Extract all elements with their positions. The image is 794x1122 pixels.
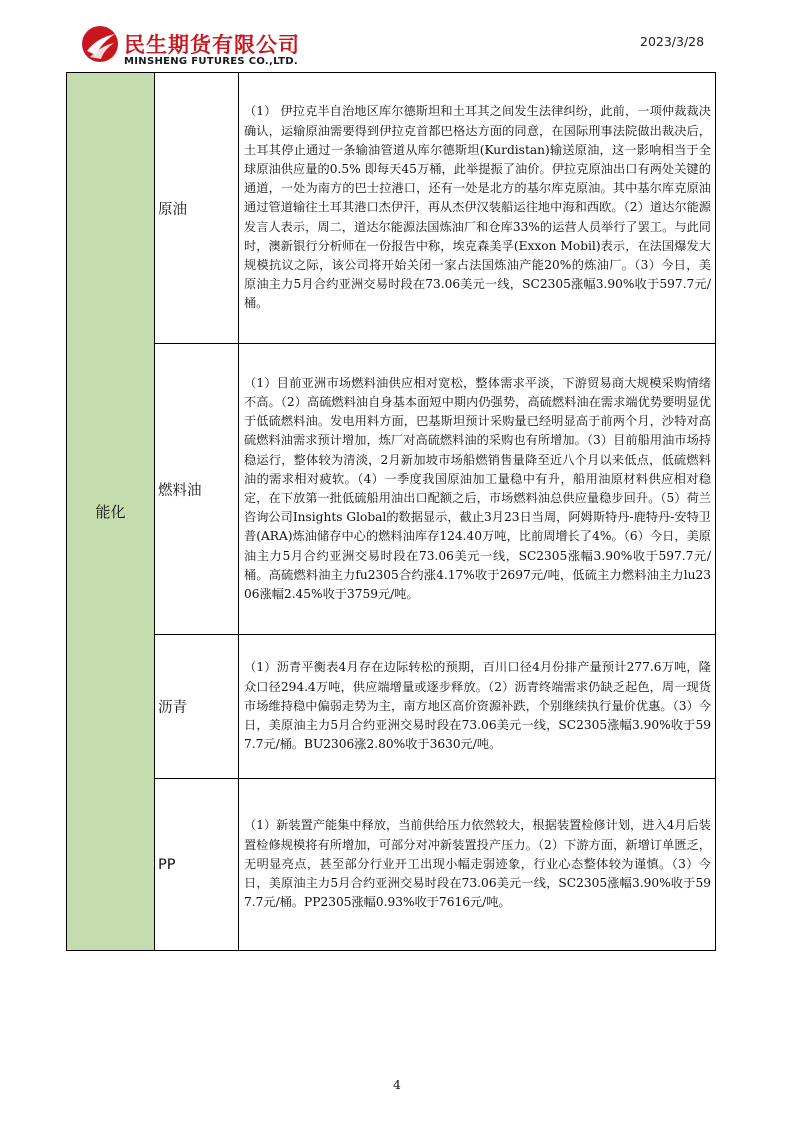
commentary-text: （1）沥青平衡表4月存在边际转松的预期，百川口径4月份排产量预计277.6万吨，隆众口径294.4万吨，供应端增量或逐步释放。（2）沥青终端需求仍缺乏起色，周一现货市场维持稳中偏弱走势为主，南方地区高价资源补跌，个别继续执行量价优惠。（3）今日，美原油主力5月合约亚洲交易时段在73.06美元一线，SC2305涨幅3.90%收于597.7元/桶。BU2306涨2.80%收于3630元/吨。 [244, 660, 711, 752]
commodity-commentary [244, 779, 711, 950]
commodity-table [66, 72, 716, 951]
commodity-commentary [244, 344, 711, 634]
brand-name-cn: 民生期货有限公司 [124, 33, 300, 57]
commentary-text: （1） 伊拉克半自治地区库尔德斯坦和土耳其之间发生法律纠纷，此前，一项仲裁裁决确认，运输原油需要得到伊拉克首都巴格达方面的同意，在国际刑事法院做出裁决后，土耳其停止通过一条输油管道从库尔德斯坦(Kurdistan)输送原油，这一影响相当于全球原油供应量的0.5% 即每天45万桶，此举提振了油价。伊拉克原油出口有两处关键的通道，一处为南方的巴士拉港口，还有一处是北方的基尔库克原油。其中基尔库克原油通过管道输往土耳其港口杰伊汗，再从杰伊汉装船运往地中海和西欧。（2）道达尔能源发言人表示，周二，道达尔能源法国炼油厂和仓库33%的运营人员举行了罢工。与此同时，澳新银行分析师在一份报告中称，埃克森美孚(Exxon Mobil)表示，在法国爆发大规模抗议之际，该公司将开始关闭一家占法国炼油产能20%的炼油厂。（3）今日，美原油主力5月合约亚洲交易时段在73.06美元一线，SC2305涨幅3.90%收于597.7元/桶。 [244, 104, 711, 311]
commentary-text: （1）新装置产能集中释放，当前供给压力依然较大，根据装置检修计划，进入4月后装置检修规模将有所增加，可部分对冲新装置投产压力。（2）下游方面，新增订单匮乏，无明显亮点，甚至部分行业开工出现小幅走弱迹象，行业心态整体较为谨慎。（3）今日，美原油主力5月合约亚洲交易时段在73.06美元一线，SC2305涨幅3.90%收于597.7元/桶。PP2305涨幅0.93%收于7616元/吨。 [244, 818, 711, 910]
sector-label: 能化 [95, 503, 126, 521]
report-date: 2023/3/28 [640, 34, 705, 49]
commodity-name: 沥青 [155, 635, 239, 778]
commodity-name: 燃料油 [155, 344, 239, 634]
commodity-commentary [244, 73, 711, 343]
page-header [0, 0, 794, 72]
table-row-asphalt [155, 634, 715, 778]
brand-name-en: MINSHENG FUTURES CO.,LTD. [124, 56, 298, 67]
commodity-commentary [244, 635, 711, 778]
commodity-name: 原油 [155, 73, 239, 343]
commodity-name: PP [155, 779, 239, 950]
sector-cell [67, 73, 155, 950]
table-row-fuel-oil [155, 343, 715, 634]
table-row-pp [155, 778, 715, 950]
commentary-text: （1）目前亚洲市场燃料油供应相对宽松，整体需求平淡，下游贸易商大规模采购情绪不高。（2）高硫燃料油自身基本面短中期内仍强势，高硫燃料油在需求端优势要明显优于低硫燃料油。发电用料方面，巴基斯坦预计采购量已经明显高于前两个月，沙特对高硫燃料油需求预计增加，炼厂对高硫燃料油的采购也有所增加。（3）目前船用油市场持稳运行，整体较为清淡，2月新加坡市场船燃销售量降至近八个月以来低点，低硫燃料油的需求相对疲软。（4）一季度我国原油加工量稳中有升，船用油原材料供应相对稳定，在下放第一批低硫船用油出口配额之后，市场燃料油总供应量稳步回升。（5）荷兰咨询公司Insights Global的数据显示，截止3月23日当周，阿姆斯特丹-鹿特丹-安特卫普(ARA)炼油储存中心的燃料油库存124.40万吨，比前周增长了4%。（6）今日，美原油主力5月合约亚洲交易时段在73.06美元一线，SC2305涨幅3.90%收于597.7元/桶。高硫燃料油主力fu2305合约涨4.17%收于2697元/吨，低硫主力燃料油主力lu2306涨幅2.45%收于3759元/吨。 [244, 375, 711, 602]
page-number: 4 [393, 1077, 401, 1092]
minsheng-logo-icon [80, 24, 120, 64]
table-row-crude-oil [155, 73, 715, 343]
